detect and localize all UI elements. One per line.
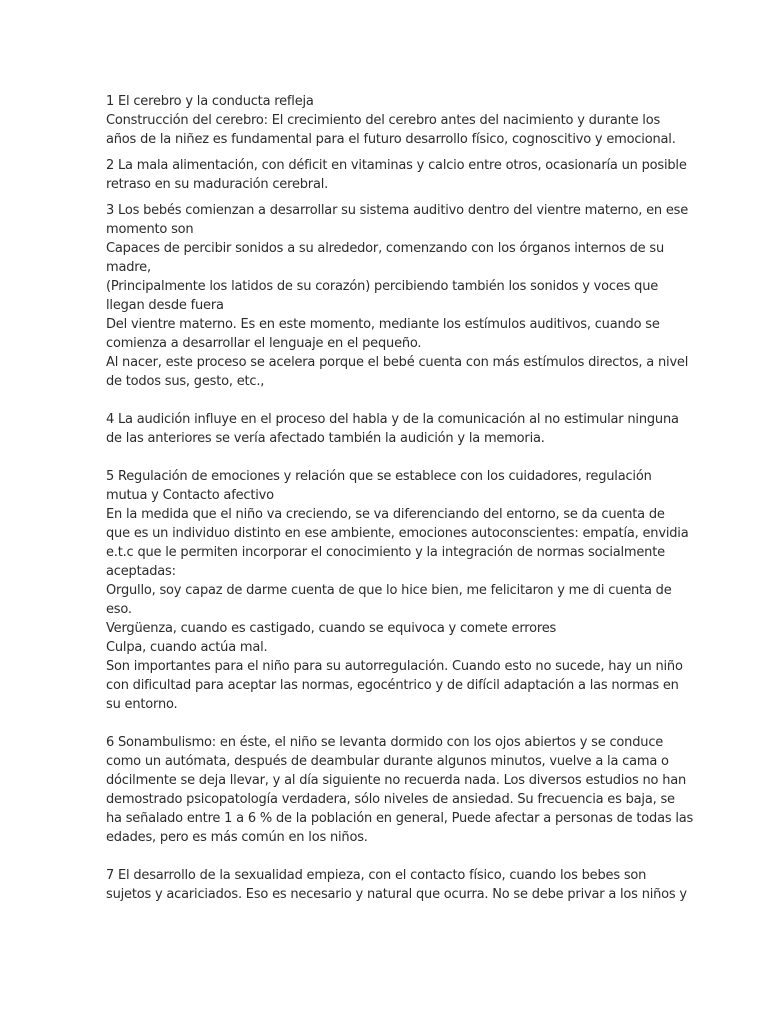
section-3-line-3: Capaces de percibir sonidos a su alrededor, comenzando con los órganos internos de su [106, 241, 664, 256]
document-page [106, 92, 694, 904]
section-6-line-3: dócilmente se deja llevar, y al día siguiente no recuerda nada. Los diversos estudios no han [106, 773, 687, 788]
section-5-line-1: 5 Regulación de emociones y relación que se establece con los cuidadores, regulación [106, 469, 652, 484]
section-2 [106, 156, 686, 194]
section-6-line-1: 6 Sonambulismo: en éste, el niño se levanta dormido con los ojos abiertos y se conduce [106, 735, 664, 750]
section-3-line-10: de todos sus, gesto, etc., [106, 374, 265, 389]
section-1-line-2: Construcción del cerebro: El crecimiento del cerebro antes del nacimiento y durante los [106, 113, 661, 128]
section-5-line-2: mutua y Contacto afectivo [106, 488, 274, 503]
section-4-line-2: de las anteriores se vería afectado también la audición y la memoria. [106, 431, 545, 446]
section-3-line-5: (Principalmente los latidos de su corazón) percibiendo también los sonidos y voces que [106, 279, 659, 294]
section-4-line-1: 4 La audición influye en el proceso del habla y de la comunicación al no estimular ninguna [106, 412, 679, 427]
section-7-line-2: sujetos y acariciados. Eso es necesario y natural que ocurra. No se debe privar a los niños y [106, 887, 687, 902]
section-6-line-6: edades, pero es más común en los niños. [106, 830, 368, 845]
section-3-line-4: madre, [106, 260, 151, 275]
section-6 [106, 733, 694, 847]
section-5 [106, 467, 689, 714]
section-1 [106, 92, 686, 149]
section-5-line-8: eso. [106, 602, 132, 617]
section-5-line-5: e.t.c que le permiten incorporar el conocimiento y la integración de normas socialmente [106, 545, 665, 560]
section-7-line-1: 7 El desarrollo de la sexualidad empieza, con el contacto físico, cuando los bebes son [106, 868, 647, 883]
section-7 [106, 866, 686, 904]
section-3-line-8: comienza a desarrollar el lenguaje en el pequeño. [106, 336, 422, 351]
section-5-line-7: Orgullo, soy capaz de darme cuenta de que lo hice bien, me felicitaron y me di cuenta de [106, 583, 672, 598]
section-5-line-4: que es un individuo distinto en ese ambiente, emociones autoconscientes: empatía, envidia [106, 526, 689, 541]
section-4 [106, 410, 686, 448]
section-2-line-2: retraso en su maduración cerebral. [106, 177, 329, 192]
section-6-line-4: demostrado psicopatología verdadera, sólo niveles de ansiedad. Su frecuencia es baja, se [106, 792, 675, 807]
section-3-line-6: llegan desde fuera [106, 298, 224, 313]
section-6-line-2: como un autómata, después de deambular durante algunos minutos, vuelve a la cama o [106, 754, 669, 769]
section-5-line-6: aceptadas: [106, 564, 176, 579]
section-3-line-9: Al nacer, este proceso se acelera porque el bebé cuenta con más estímulos directos, a nivel [106, 355, 689, 370]
section-1-line-1: 1 El cerebro y la conducta refleja [106, 94, 314, 109]
section-5-line-9: Vergüenza, cuando es castigado, cuando se equivoca y comete errores [106, 621, 557, 636]
section-2-line-1: 2 La mala alimentación, con déficit en vitaminas y calcio entre otros, ocasionaría un posible [106, 158, 687, 173]
section-5-line-13: su entorno. [106, 697, 178, 712]
section-5-line-10: Culpa, cuando actúa mal. [106, 640, 268, 655]
section-3 [106, 201, 689, 391]
section-5-line-12: con dificultad para aceptar las normas, egocéntrico y de difícil adaptación a las normas en [106, 678, 679, 693]
section-3-line-1: 3 Los bebés comienzan a desarrollar su sistema auditivo dentro del vientre materno, en ese [106, 203, 689, 218]
section-5-line-3: En la medida que el niño va creciendo, se va diferenciando del entorno, se da cuenta de [106, 507, 665, 522]
section-3-line-2: momento son [106, 222, 194, 237]
section-6-line-5: ha señalado entre 1 a 6 % de la población en general, Puede afectar a personas de todas las [106, 811, 694, 826]
section-5-line-11: Son importantes para el niño para su autorregulación. Cuando esto no sucede, hay un niño [106, 659, 683, 674]
section-3-line-7: Del vientre materno. Es en este momento, mediante los estímulos auditivos, cuando se [106, 317, 660, 332]
section-1-line-3: años de la niñez es fundamental para el futuro desarrollo físico, cognoscitivo y emocional. [106, 132, 676, 147]
